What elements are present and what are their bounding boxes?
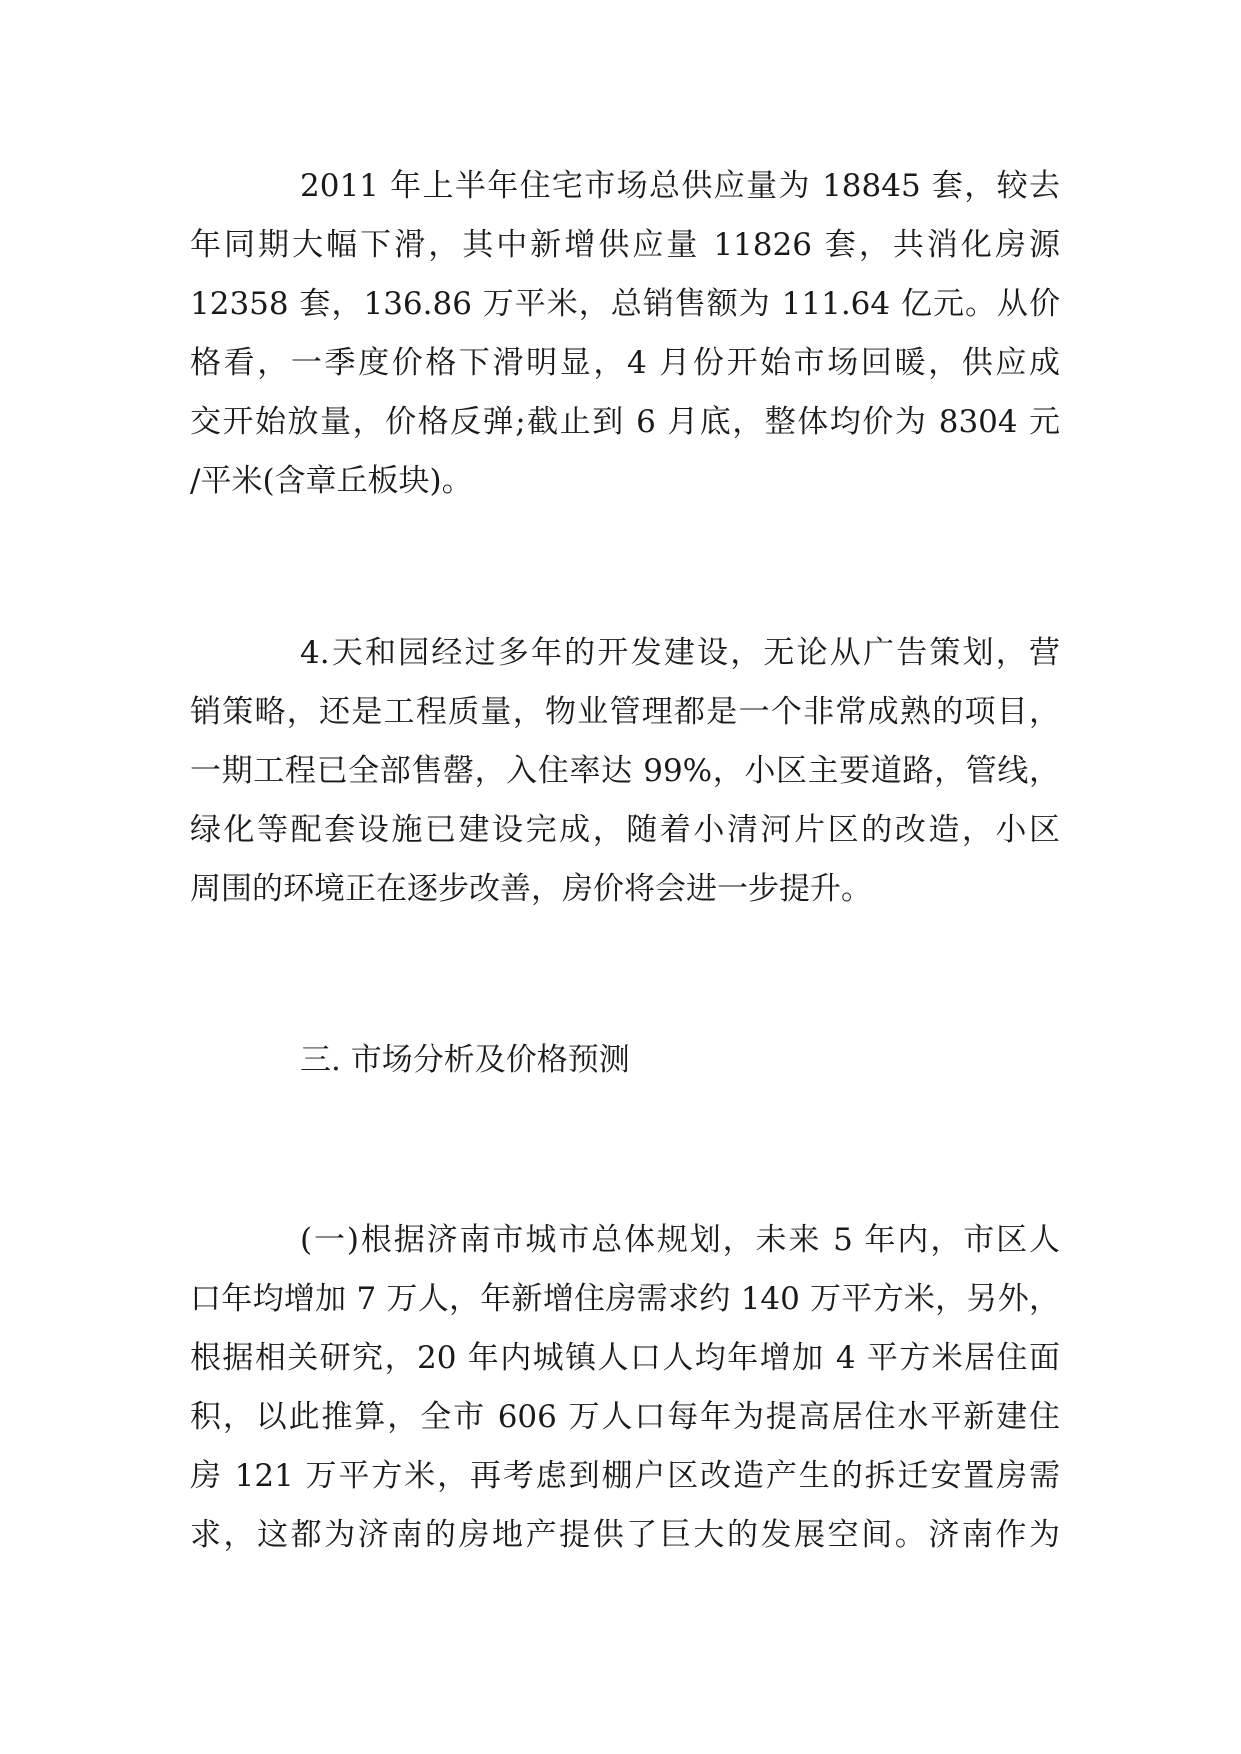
section-heading: 三. 市场分析及价格预测	[300, 1042, 630, 1078]
paragraph-line: 根据相关研究，20 年内城镇人口人均年增加 4 平方米居住面	[190, 1340, 1060, 1376]
paragraph-line: 一期工程已全部售罄，入住率达 99%，小区主要道路，管线，	[190, 753, 1060, 789]
paragraph-line: 交开始放量，价格反弹;截止到 6 月底，整体均价为 8304 元	[190, 404, 1060, 440]
paragraph-line: 销策略，还是工程质量，物业管理都是一个非常成熟的项目，	[190, 694, 1060, 730]
paragraph-line: /平米(含章丘板块)。	[190, 463, 473, 499]
paragraph-line: 积，以此推算，全市 606 万人口每年为提高居住水平新建住	[190, 1399, 1060, 1435]
paragraph-line: 4.天和园经过多年的开发建设，无论从广告策划，营	[300, 635, 1060, 671]
paragraph-line: 格看，一季度价格下滑明显，4 月份开始市场回暖，供应成	[190, 345, 1060, 381]
paragraph-supply-summary	[190, 157, 1060, 511]
paragraph-line: 绿化等配套设施已建设完成，随着小清河片区的改造，小区	[190, 812, 1060, 848]
paragraph-city-planning	[190, 1211, 1060, 1565]
paragraph-tianheyuan	[190, 624, 1060, 919]
paragraph-line: 口年均增加 7 万人，年新增住房需求约 140 万平方米，另外，	[190, 1281, 1060, 1317]
paragraph-line: 周围的环境正在逐步改善，房价将会进一步提升。	[190, 871, 872, 907]
paragraph-line: 12358 套，136.86 万平米，总销售额为 111.64 亿元。从价	[190, 286, 1060, 322]
paragraph-line: 求，这都为济南的房地产提供了巨大的发展空间。济南作为	[190, 1517, 1060, 1553]
paragraph-line: (一)根据济南市城市总体规划，未来 5 年内，市区人	[300, 1222, 1060, 1258]
paragraph-line: 房 121 万平方米，再考虑到棚户区改造产生的拆迁安置房需	[190, 1458, 1060, 1494]
paragraph-line: 2011 年上半年住宅市场总供应量为 18845 套，较去	[300, 168, 1060, 204]
paragraph-line: 年同期大幅下滑，其中新增供应量 11826 套，共消化房源	[190, 227, 1060, 263]
